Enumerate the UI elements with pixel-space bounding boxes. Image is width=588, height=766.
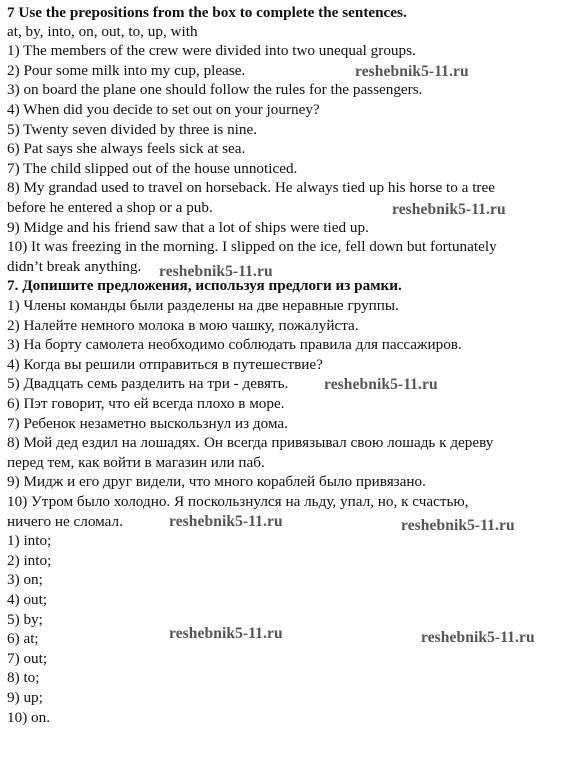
watermark: reshebnik5-11.ru [159, 263, 273, 280]
english-sentence-continuation: before he entered a shop or a pub. [7, 199, 213, 216]
english-sentence: 10) It was freezing in the morning. I slipped on the ice, fell down but fortunately [7, 238, 497, 255]
russian-sentence: 10) Утром было холодно. Я поскользнулся на льду, упал, но, к счастью, [7, 493, 469, 510]
answer-item: 9) up; [7, 689, 43, 706]
english-sentence: 6) Pat says she always feels sick at sea. [7, 140, 246, 157]
answer-item: 4) out; [7, 591, 48, 608]
watermark: reshebnik5-11.ru [355, 63, 469, 80]
watermark: reshebnik5-11.ru [169, 625, 283, 642]
english-sentence: 8) My grandad used to travel on horseback. He always tied up his horse to a tree [7, 179, 495, 196]
russian-task-heading: 7. Допишите предложения, используя предлоги из рамки. [7, 277, 402, 294]
answer-item: 6) at; [7, 630, 39, 647]
answer-item: 5) by; [7, 611, 43, 628]
english-sentence: 1) The members of the crew were divided into two unequal groups. [7, 42, 416, 59]
russian-sentence-continuation: ничего не сломал. [7, 513, 123, 530]
russian-sentence: 5) Двадцать семь разделить на три - девять. [7, 375, 289, 392]
russian-sentence: 2) Налейте немного молока в мою чашку, пожалуйста. [7, 317, 359, 334]
preposition-box-words: at, by, into, on, out, to, up, with [7, 23, 198, 40]
answer-item: 1) into; [7, 532, 52, 549]
english-task-heading: 7 Use the prepositions from the box to complete the sentences. [7, 4, 407, 21]
english-sentence: 9) Midge and his friend saw that a lot of ships were tied up. [7, 219, 369, 236]
answer-item: 7) out; [7, 650, 48, 667]
english-sentence: 7) The child slipped out of the house unnoticed. [7, 160, 298, 177]
russian-sentence: 9) Мидж и его друг видели, что много кораблей было привязано. [7, 473, 426, 490]
english-sentence: 2) Pour some milk into my cup, please. [7, 62, 246, 79]
answer-item: 3) on; [7, 571, 43, 588]
watermark: reshebnik5-11.ru [392, 201, 506, 218]
russian-sentence-continuation: перед тем, как войти в магазин или паб. [7, 454, 265, 471]
english-sentence: 3) on board the plane one should follow the rules for the passengers. [7, 81, 423, 98]
russian-sentence: 1) Члены команды были разделены на две неравные группы. [7, 297, 399, 314]
watermark: reshebnik5-11.ru [169, 513, 283, 530]
russian-sentence: 7) Ребенок незаметно выскользнул из дома. [7, 415, 288, 432]
english-sentence: 5) Twenty seven divided by three is nine. [7, 121, 258, 138]
answer-item: 2) into; [7, 552, 52, 569]
english-sentence-continuation: didn’t break anything. [7, 258, 142, 275]
answer-item: 8) to; [7, 669, 40, 686]
watermark: reshebnik5-11.ru [401, 517, 515, 534]
russian-sentence: 4) Когда вы решили отправиться в путешествие? [7, 356, 323, 373]
russian-sentence: 6) Пэт говорит, что ей всегда плохо в море. [7, 395, 285, 412]
watermark: reshebnik5-11.ru [324, 376, 438, 393]
answer-item: 10) on. [7, 709, 51, 726]
russian-sentence: 8) Мой дед ездил на лошадях. Он всегда привязывал свою лошадь к дереву [7, 434, 494, 451]
russian-sentence: 3) На борту самолета необходимо соблюдать правила для пассажиров. [7, 336, 462, 353]
english-sentence: 4) When did you decide to set out on your journey? [7, 101, 320, 118]
watermark: reshebnik5-11.ru [421, 629, 535, 646]
